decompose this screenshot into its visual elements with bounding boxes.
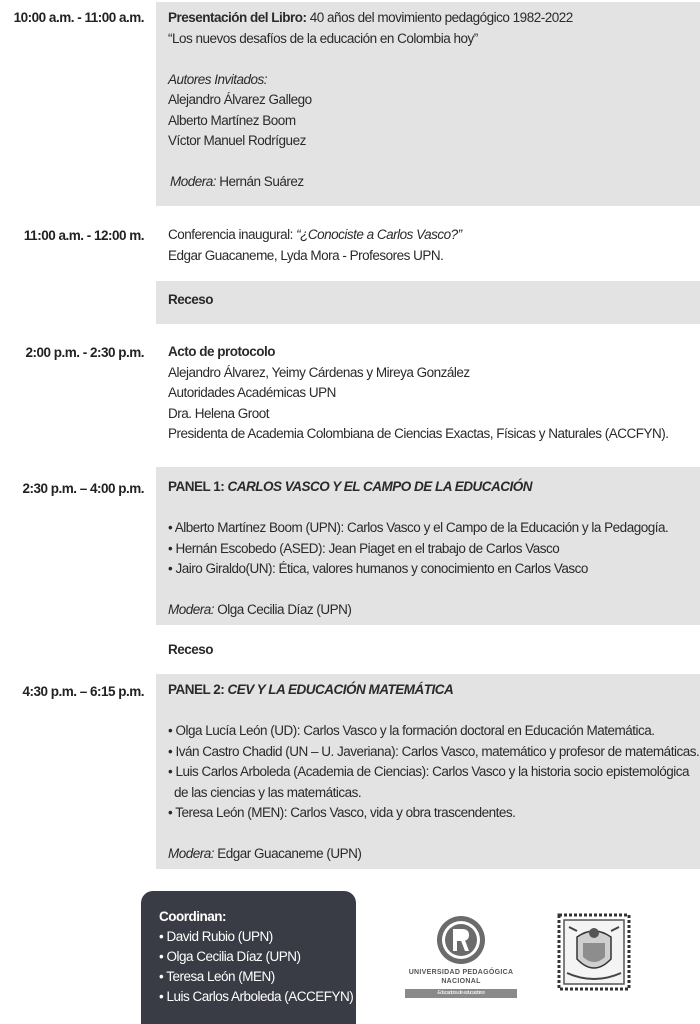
panel-2-item: • Luis Carlos Arboleda (Academia de Ciencias): Carlos Vasco y la historia socio epistemológica <box>168 764 689 779</box>
panel-2-item: • Teresa León (MEN): Carlos Vasco, vida y obra trascendentes. <box>168 805 516 820</box>
coordinators-box <box>141 891 356 1024</box>
book-presentation-label: Presentación del Libro: <box>168 10 307 25</box>
coordinator-item: • Teresa León (MEN) <box>159 969 275 984</box>
conference-lead: Conferencia inaugural: <box>168 227 297 242</box>
panel-1-title: CARLOS VASCO Y EL CAMPO DE LA EDUCACIÓN <box>224 479 533 494</box>
book-subtitle: “Los nuevos desafíos de la educación en Colombia hoy” <box>168 30 478 46</box>
protocol-line: Presidenta de Academia Colombiana de Ciencias Exactas, Físicas y Naturales (ACCFYN). <box>168 426 669 441</box>
protocol-line: Alejandro Álvarez, Yeimy Cárdenas y Mireya González <box>168 364 470 380</box>
session-time-5: 4:30 p.m. – 6:15 p.m. <box>22 684 144 699</box>
panel-1-item: • Alberto Martínez Boom (UPN): Carlos Vasco y el Campo de la Educación y la Pedagogía. <box>168 520 669 535</box>
recess-label-1: Receso <box>168 292 214 307</box>
author-item: Víctor Manuel Rodríguez <box>168 133 306 148</box>
moderator-name: Olga Cecilia Díaz (UPN) <box>214 602 352 617</box>
conference-speakers: Edgar Guacaneme, Lyda Mora - Profesores UPN. <box>168 247 444 263</box>
moderator-label: Modera: <box>168 846 215 861</box>
recess-block-1 <box>156 281 700 324</box>
panel-1-label: PANEL 1: <box>168 479 225 494</box>
coordinators-title: Coordinan: <box>159 909 226 924</box>
coordinator-item: • David Rubio (UPN) <box>159 929 273 944</box>
session-time-2: 11:00 a.m. - 12:00 m. <box>23 228 144 243</box>
panel-2-title: CEV Y LA EDUCACIÓN MATEMÁTICA <box>224 682 454 697</box>
panel-1-item: • Hernán Escobedo (ASED): Jean Piaget en el trabajo de Carlos Vasco <box>168 540 560 556</box>
authors-label: Autores Invitados: <box>168 71 268 87</box>
panel-2-content <box>168 680 698 865</box>
upn-logo <box>400 915 522 1000</box>
panel-2-item: • Iván Castro Chadid (UN – U. Javeriana): Carlos Vasco, matemático y profesor de matemáticas. <box>168 743 700 759</box>
session-content-2 <box>168 225 698 266</box>
protocol-line: Dra. Helena Groot <box>168 405 270 421</box>
panel-1-content <box>168 477 698 621</box>
conference-title: “¿Conociste a Carlos Vasco?” <box>296 227 462 242</box>
session-content-3 <box>168 342 698 445</box>
moderator-label: Modera: <box>170 174 217 189</box>
recess-label-2: Receso <box>168 642 214 657</box>
coordinator-item: • Luis Carlos Arboleda (ACCEFYN) <box>159 989 354 1004</box>
panel-2-label: PANEL 2: <box>168 682 225 697</box>
moderator-label: Modera: <box>168 602 215 617</box>
university-crest-icon <box>557 913 631 991</box>
session-time-3: 2:00 p.m. - 2:30 p.m. <box>25 345 144 360</box>
upn-tagline: Educadora de educadores <box>405 989 517 998</box>
book-title: 40 años del movimiento pedagógico 1982-2022 <box>306 10 573 25</box>
moderator-name: Hernán Suárez <box>216 174 304 189</box>
upn-emblem-icon <box>433 915 489 965</box>
session-time-4: 2:30 p.m. – 4:00 p.m. <box>22 481 144 496</box>
coordinator-item: • Olga Cecilia Díaz (UPN) <box>159 949 301 964</box>
author-item: Alberto Martínez Boom <box>168 112 296 128</box>
protocol-title: Acto de protocolo <box>168 344 275 359</box>
author-item: Alejandro Álvarez Gallego <box>168 92 312 107</box>
protocol-line: Autoridades Académicas UPN <box>168 385 336 400</box>
upn-name-line1: UNIVERSIDAD PEDAGÓGICA <box>408 969 514 976</box>
panel-2-item: de las ciencias y las matemáticas. <box>174 784 362 800</box>
panel-1-item: • Jairo Giraldo(UN): Ética, valores humanos y conocimiento en Carlos Vasco <box>168 561 588 576</box>
upn-name-line2: NACIONAL <box>441 978 481 985</box>
moderator-name: Edgar Guacaneme (UPN) <box>214 846 362 861</box>
panel-2-item: • Olga Lucía León (UD): Carlos Vasco y la formación doctoral en Educación Matemática. <box>168 723 655 738</box>
session-content-1 <box>168 8 698 193</box>
session-time-1: 10:00 a.m. - 11:00 a.m. <box>13 10 144 25</box>
